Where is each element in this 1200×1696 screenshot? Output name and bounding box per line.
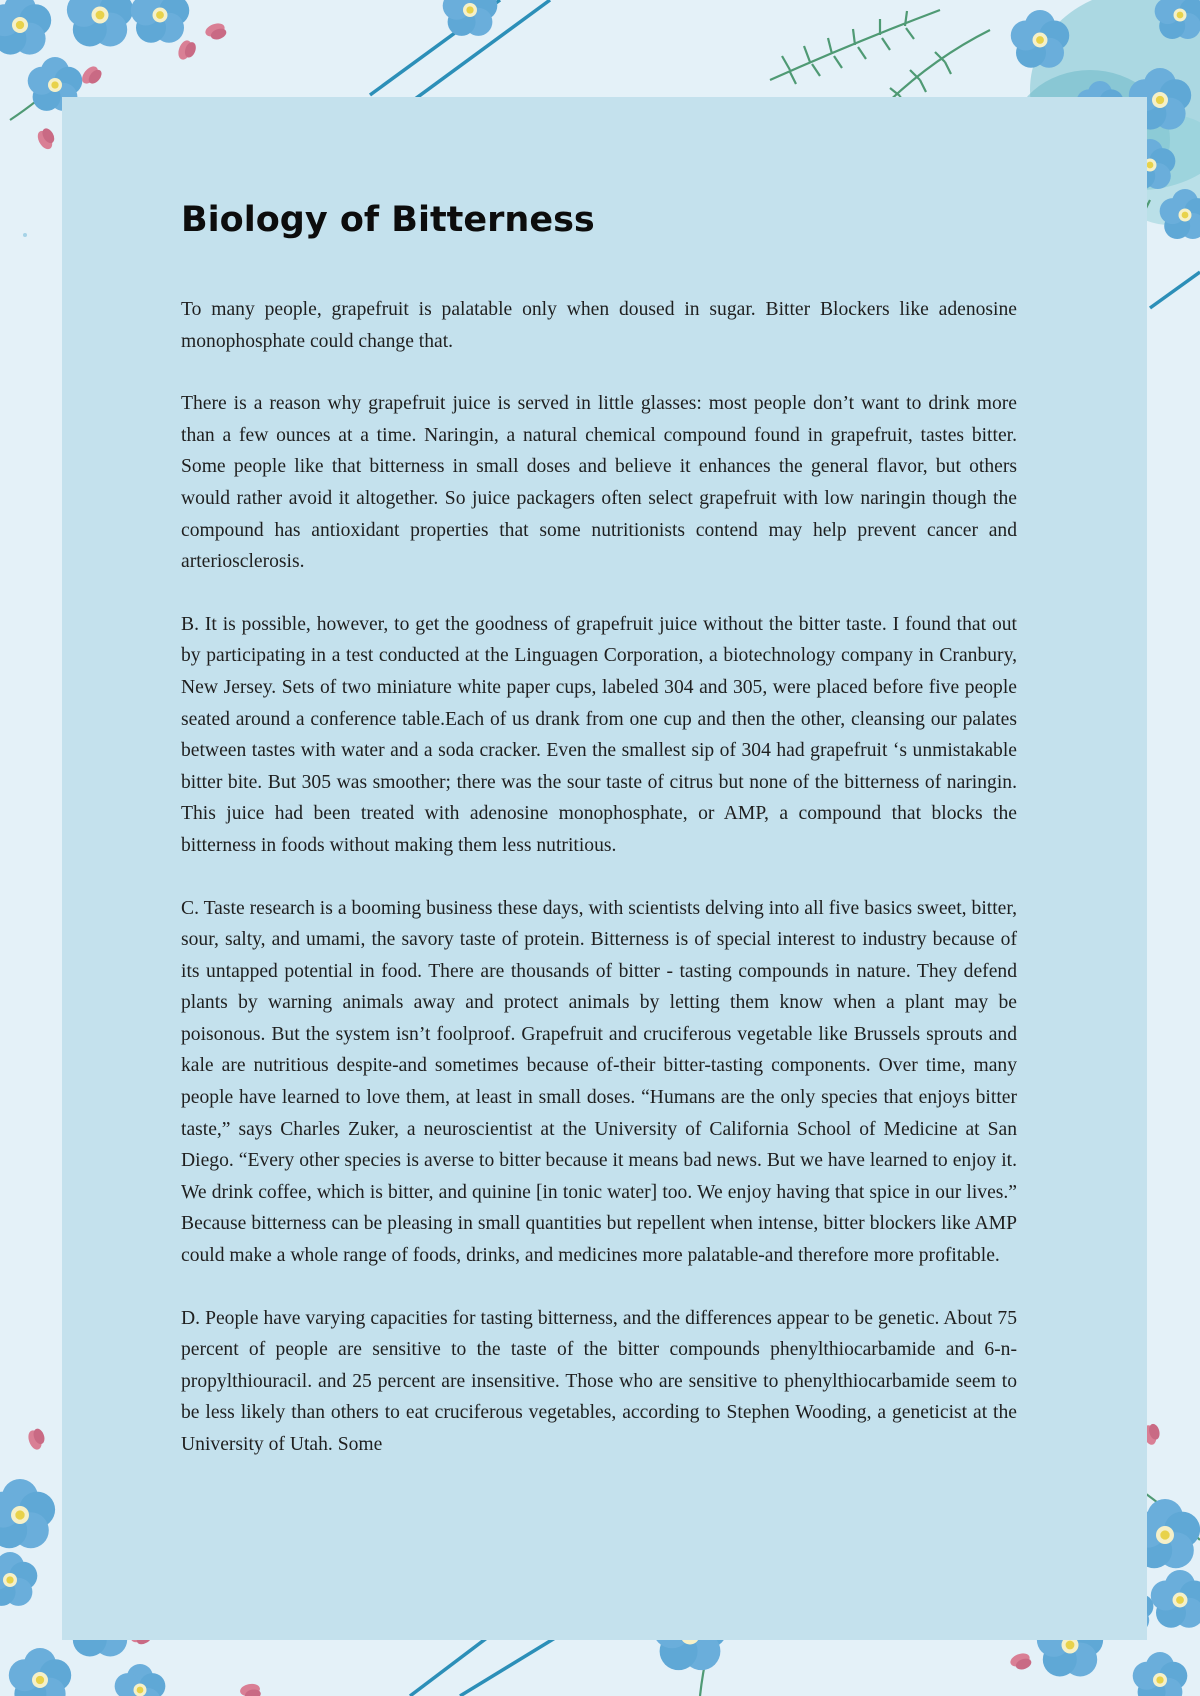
intro-paragraph: To many people, grapefruit is palatable only when doused in sugar. Bitter Blockers like adenosine monophosphate could change that. (181, 299, 1017, 352)
paragraph-b: B. It is possible, however, to get the goodness of grapefruit juice without the bitter taste. I found that out by participating in a test conducted at the Linguagen Corporation, a biotechnology company in Cranbury, New Jersey. Sets of two miniature white paper cups, labeled 304 and 305, were placed before five people seated around a conference table.Each of us drank from one cup and then the other, cleansing our palates between tastes with water and a soda cracker. Even the smallest sip of 304 had grapefruit ‘s unmistakable bitter bite. But 305 was smoother; there was the sour taste of citrus but none of the bitterness of naringin. This juice had been treated with adenosine monophosphate, or AMP, a compound that blocks the bitterness in foods without making them less nutritious. (181, 613, 1017, 856)
paragraph-a: There is a reason why grapefruit juice is served in little glasses: most people don’t want to drink more than a few ounces at a time. Naringin, a natural chemical compound found in grapefruit, tastes bitter. Some people like that bitterness in small doses and believe it enhances the general flavor, but others would rather avoid it altogether. So juice packagers often select grapefruit with low naringin though the compound has antioxidant properties that some nutritionists contend may help prevent cancer and arteriosclerosis. (181, 393, 1017, 573)
paragraph-c: C. Taste research is a booming business these days, with scientists delving into all five basics sweet, bitter, sour, salty, and umami, the savory taste of protein. Bitterness is of special interest to industry because of its untapped potential in food. There are thousands of bitter - tasting compounds in nature. They defend plants by warning animals away and protect animals by letting them know when a plant may be poisonous. But the system isn’t foolproof. Grapefruit and cruciferous vegetable like Brussels sprouts and kale are nutritious despite-and sometimes because of-their bitter-tasting components. Over time, many people have learned to love them, at least in small doses. “Humans are the only species that enjoys bitter taste,” says Charles Zuker, a neuroscientist at the University of California School of Medicine at San Diego. “Every other species is averse to bitter because it means bad news. But we have learned to enjoy it. We drink coffee, which is bitter, and quinine [in tonic water] too. We enjoy having that spice in our lives.” Because bitterness can be pleasing in small quantities but repellent when intense, bitter blockers like AMP could make a whole range of foods, drinks, and medicines more palatable-and therefore more profitable. (181, 897, 1017, 1267)
paragraph-d: D. People have varying capacities for tasting bitterness, and the differences appear to be genetic. About 75 percent of people are sensitive to the taste of the bitter compounds phenylthiocarbamide and 6-n-propylthiouracil. and 25 percent are insensitive. Those who are sensitive to phenylthiocarbamide seem to be less likely than others to eat cruciferous vegetables, according to Stephen Wooding, a geneticist at the University of Utah. Some (181, 1307, 1017, 1455)
article (181, 190, 1017, 1492)
article-title: Biology of Bitterness (181, 200, 595, 240)
